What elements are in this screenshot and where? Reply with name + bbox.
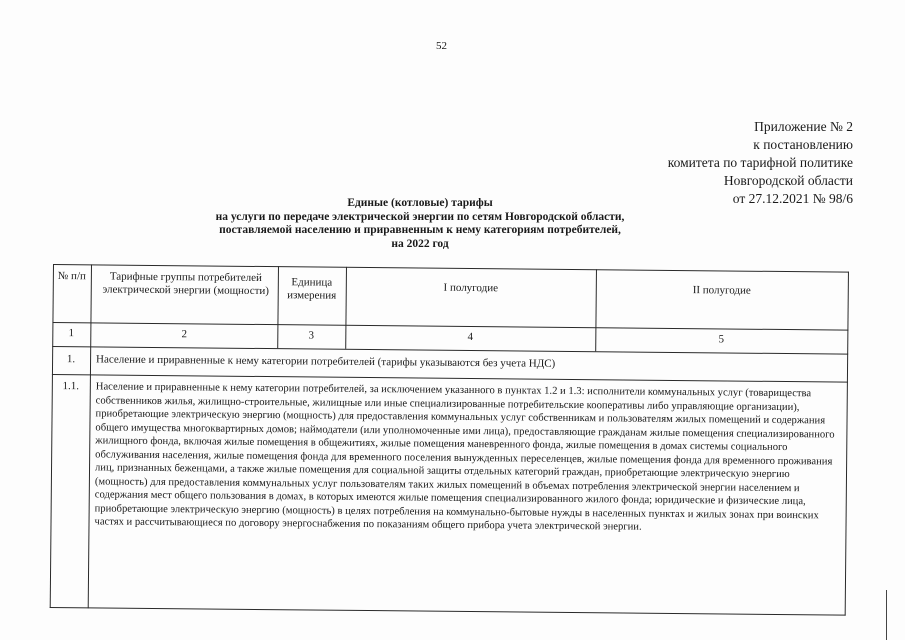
- col-number: 3: [308, 329, 315, 342]
- page-number: 52: [436, 40, 447, 52]
- col-number: 4: [467, 330, 474, 344]
- row-number: 1.1.: [62, 380, 80, 393]
- title-line: поставляемой населению и приравненным к нему категориям потребителей,: [219, 224, 621, 236]
- col-number: 2: [181, 328, 188, 341]
- header-half-1: I полугодие: [443, 281, 499, 295]
- table-rule: [345, 267, 347, 349]
- title-line: на 2022 год: [391, 237, 449, 250]
- header-unit: Единица измерения: [287, 276, 337, 302]
- appendix-line: от 27.12.2021 № 98/6: [732, 191, 853, 206]
- col-number: 5: [718, 333, 725, 346]
- header-half-2: II полугодие: [692, 284, 751, 297]
- tariff-table: [50, 264, 851, 616]
- header-groups: Тарифные группы потребителей электрической энергии (мощности): [102, 270, 270, 298]
- appendix-line: к постановлению: [753, 137, 853, 152]
- row-description: Население и приравненные к нему категории потребителей, за исключением указанного в пунктах 1.2 и 1.3: исполнители коммунальных услуг (товарищества собственников жилья, жилищно-строительные, жилищные или иные специализированные потребительские кооперативы либо управляющие организации), приобретающие электрическую энергию (мощность) для предоставления коммунальных услуг собственникам и пользователям жилых помещений и содержания общего имущества многоквартирных домов; наймодатели (или уполномоченные ими лица), предоставляющие гражданам жилые помещения специализированного жилищного фонда, включая жилые помещения в общежитиях, жилые помещения маневренного фонда, жилые помещения в домах системы социального обслуживания населения, жилые помещения фонда для временного поселения вынужденных переселенцев, жилые помещения фонда для временного проживания лиц, признанных беженцами, а также жилые помещения для социальной защиты отдельных категорий граждан, приобретающие электрическую энергию (мощность) для предоставления коммунальных услуг пользователям таких жилых помещений в объемах потребления электрической энергии населением и содержания мест общего пользования в домах, в которых имеются жилые помещения специализированного жилого фонда; юридические и физические лица, приобретающие электрическую энергию (мощность) в целях потребления на коммунально-бытовые нужды в населенных пунктах и жилых зонах при воинских частях и рассчитывающиеся по договору энергоснабжения по показаниям общего прибора учета электрической энергии.: [94, 381, 835, 533]
- title-line: на услуги по передаче электрической энергии по сетям Новгородской области,: [215, 210, 625, 223]
- document-title: [160, 197, 680, 251]
- table-border-left: [50, 264, 54, 608]
- table-rule: [595, 269, 597, 351]
- table-rule: [88, 264, 92, 608]
- appendix-line: комитета по тарифной политике: [667, 155, 853, 170]
- title-line: Единые (котловые) тарифы: [347, 197, 493, 209]
- appendix-line: Новгородской области: [723, 173, 853, 188]
- appendix-block: [668, 118, 853, 208]
- table-rule: [277, 266, 279, 348]
- row-label: Население и приравненные к нему категории потребителей (тарифы указываются без учета НДС): [96, 353, 556, 370]
- table-border-bottom: [50, 607, 846, 616]
- appendix-line: Приложение № 2: [754, 119, 853, 134]
- table-border-right: [845, 272, 849, 616]
- row-number: 1.: [66, 353, 76, 366]
- header-num: № п/п: [57, 270, 86, 283]
- scan-edge-mark: [886, 590, 887, 640]
- col-number: 1: [68, 327, 75, 340]
